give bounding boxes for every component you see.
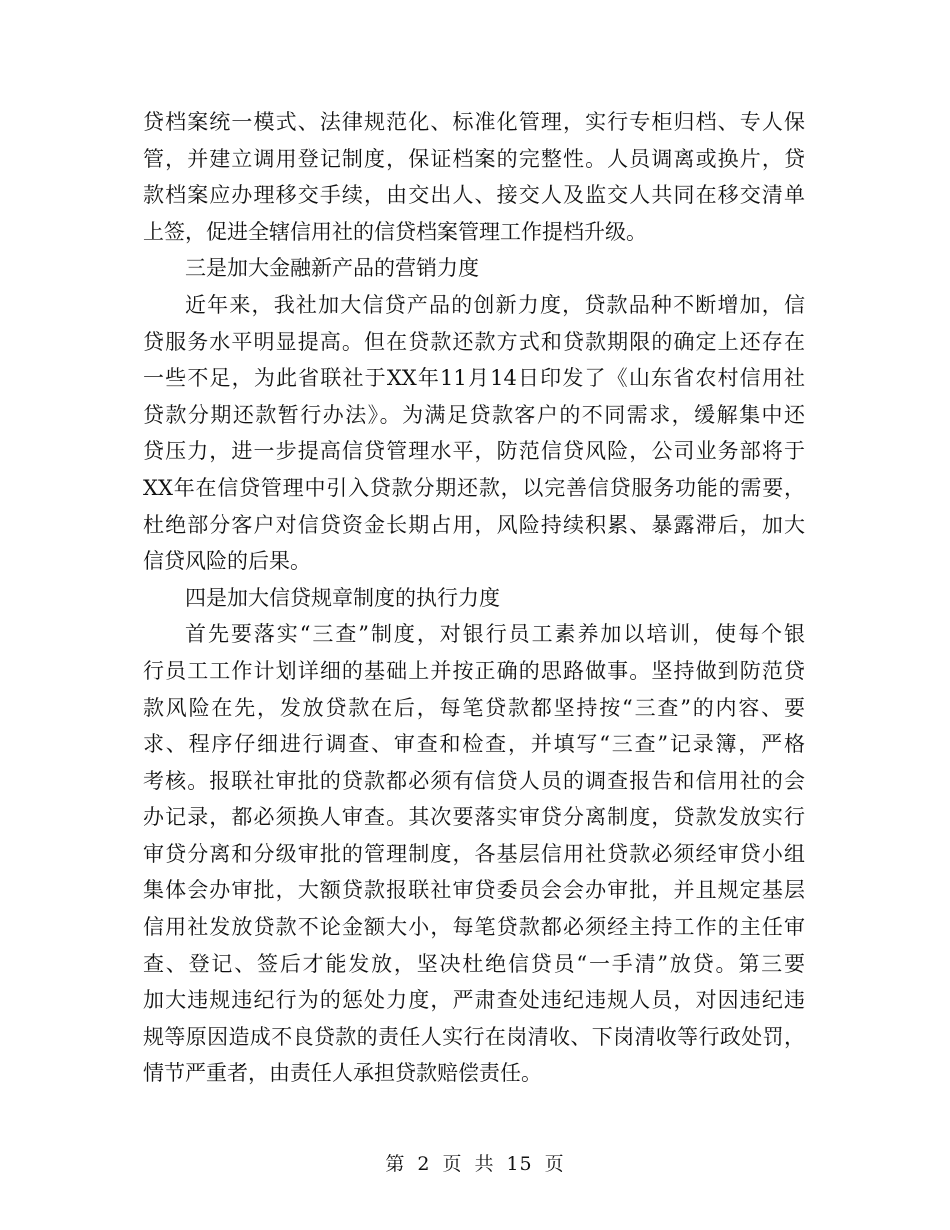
- text-line: 考核。报联社审批的贷款都必须有信贷人员的调查报告和信用社的会: [143, 768, 805, 793]
- section-heading-line: 四是加大信贷规章制度的执行力度: [185, 585, 500, 610]
- footer-page-label: 第: [385, 1153, 406, 1175]
- footer-page-number: 2: [417, 1153, 431, 1175]
- text-line: 信贷风险的后果。: [143, 549, 311, 574]
- page-footer: [0, 1152, 950, 1176]
- text-line: 首先要落实“三查”制度，对银行员工素养加以培训，使每个银: [185, 622, 805, 647]
- section-heading-line: 三是加大金融新产品的营销力度: [185, 256, 479, 281]
- text-line: 情节严重者，由责任人承担贷款赔偿责任。: [143, 1061, 542, 1086]
- text-line: 办记录，都必须换人审查。其次要落实审贷分离制度，贷款发放实行: [143, 805, 805, 830]
- text-line: 求、程序仔细进行调查、审查和检查，并填写“三查”记录簿，严格: [143, 732, 805, 757]
- text-line: 贷款分期还款暂行办法》。为满足贷款客户的不同需求，缓解集中还: [143, 402, 805, 427]
- text-line: 规等原因造成不良贷款的责任人实行在岗清收、下岗清收等行政处罚，: [143, 1024, 805, 1049]
- text-line: 一些不足，为此省联社于XX年11月14日印发了《山东省农村信用社: [143, 366, 805, 391]
- footer-page-unit: 页: [442, 1153, 463, 1175]
- text-line: 贷服务水平明显提高。但在贷款还款方式和贷款期限的确定上还存在: [143, 329, 805, 354]
- text-line: 加大违规违纪行为的惩处力度，严肃查处违纪违规人员，对因违纪违: [143, 988, 805, 1013]
- footer-total-unit: 页: [544, 1153, 565, 1175]
- text-line: 近年来，我社加大信贷产品的创新力度，贷款品种不断增加，信: [185, 292, 805, 317]
- text-line: 行员工工作计划详细的基础上并按正确的思路做事。坚持做到防范贷: [143, 658, 805, 683]
- text-line: 杜绝部分客户对信贷资金长期占用，风险持续积累、暴露滞后，加大: [143, 512, 805, 537]
- footer-total-label: 共: [474, 1153, 495, 1175]
- text-line: 款档案应办理移交手续，由交出人、接交人及监交人共同在移交清单: [143, 183, 805, 208]
- text-line: 管，并建立调用登记制度，保证档案的完整性。人员调离或换片，贷: [143, 146, 805, 171]
- text-line: 信用社发放贷款不论金额大小，每笔贷款都必须经主持工作的主任审: [143, 915, 805, 940]
- text-line: 贷档案统一模式、法律规范化、标准化管理，实行专柜归档、专人保: [143, 110, 805, 134]
- body-text: [143, 104, 805, 1092]
- text-line: 贷压力，进一步提高信贷管理水平，防范信贷风险，公司业务部将于: [143, 439, 805, 464]
- text-line: 款风险在先，发放贷款在后，每笔贷款都坚持按“三查”的内容、要: [143, 695, 805, 720]
- text-line: 上签，促进全辖信用社的信贷档案管理工作提档升级。: [143, 219, 647, 244]
- text-line: XX年在信贷管理中引入贷款分期还款，以完善信贷服务功能的需要，: [143, 475, 805, 500]
- text-line: 集体会办审批，大额贷款报联社审贷委员会会办审批，并且规定基层: [143, 878, 805, 903]
- text-line: 查、登记、签后才能发放，坚决杜绝信贷员“一手清”放贷。第三要: [143, 951, 805, 976]
- text-line: 审贷分离和分级审批的管理制度，各基层信用社贷款必须经审贷小组: [143, 841, 805, 866]
- footer-total-pages: 15: [506, 1153, 533, 1175]
